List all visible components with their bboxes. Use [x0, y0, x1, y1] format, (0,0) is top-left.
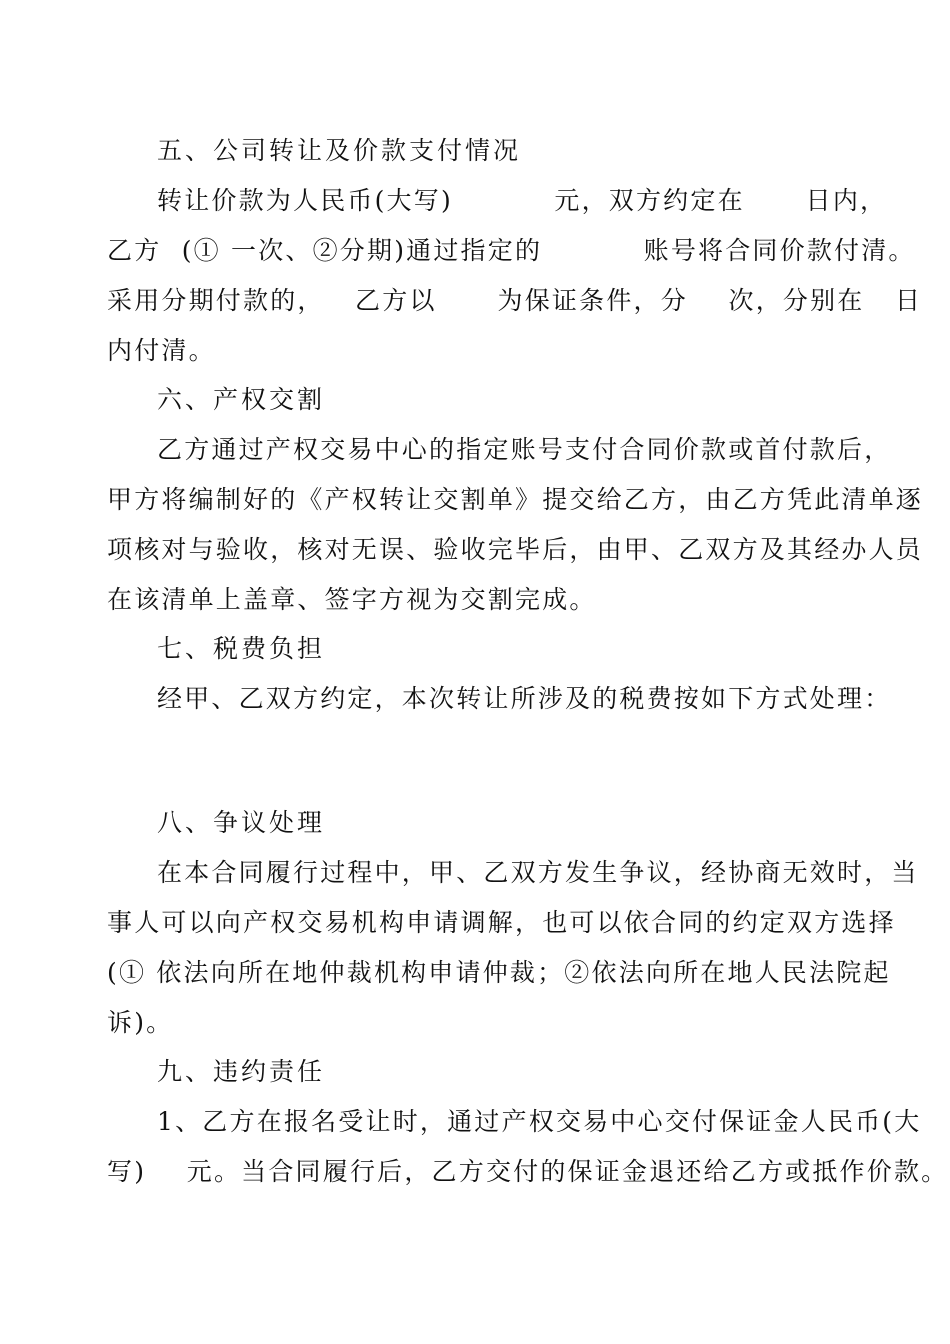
section-8-paragraph-line: (① 依法向所在地仲裁机构申请仲裁；②依法向所在地人民法院起: [107, 958, 891, 987]
section-5-paragraph-line: 乙方 (① 一次、②分期)通过指定的 账号将合同价款付清。: [107, 236, 916, 265]
section-6-paragraph-line: 项核对与验收，核对无误、验收完毕后，由甲、乙双方及其经办人员: [107, 535, 924, 564]
section-6-paragraph-line: 甲方将编制好的《产权转让交割单》提交给乙方，由乙方凭此清单逐: [107, 485, 924, 514]
section-6-paragraph-line: 乙方通过产权交易中心的指定账号支付合同价款或首付款后，: [157, 435, 892, 464]
section-8-paragraph-line: 诉)。: [107, 1008, 174, 1037]
section-5-heading: 五、公司转让及价款支付情况: [157, 136, 522, 165]
section-7-heading: 七、税费负担: [157, 634, 326, 663]
section-6-heading: 六、产权交割: [157, 385, 326, 414]
section-7-paragraph-line: 经甲、乙双方约定，本次转让所涉及的税费按如下方式处理：: [157, 684, 892, 713]
section-8-paragraph-line: 事人可以向产权交易机构申请调解，也可以依合同的约定双方选择: [107, 908, 896, 937]
section-8-paragraph-line: 在本合同履行过程中，甲、乙双方发生争议，经协商无效时，当: [157, 858, 919, 887]
section-5-paragraph-line: 内付清。: [107, 336, 216, 365]
section-9-paragraph-line: 1、乙方在报名受让时，通过产权交易中心交付保证金人民币(大: [157, 1107, 922, 1136]
section-8-heading: 八、争议处理: [157, 808, 326, 837]
section-6-paragraph-line: 在该清单上盖章、签字方视为交割完成。: [107, 585, 597, 614]
section-9-paragraph-line: 写) 元。当合同履行后，乙方交付的保证金退还给乙方或抵作价款。: [107, 1157, 949, 1186]
section-5-paragraph-line: 转让价款为人民币(大写) 元，双方约定在 日内，: [157, 186, 888, 215]
section-5-paragraph-line: 采用分期付款的， 乙方以 为保证条件，分 次，分别在 日: [107, 286, 923, 315]
section-9-heading: 九、违约责任: [157, 1057, 326, 1086]
